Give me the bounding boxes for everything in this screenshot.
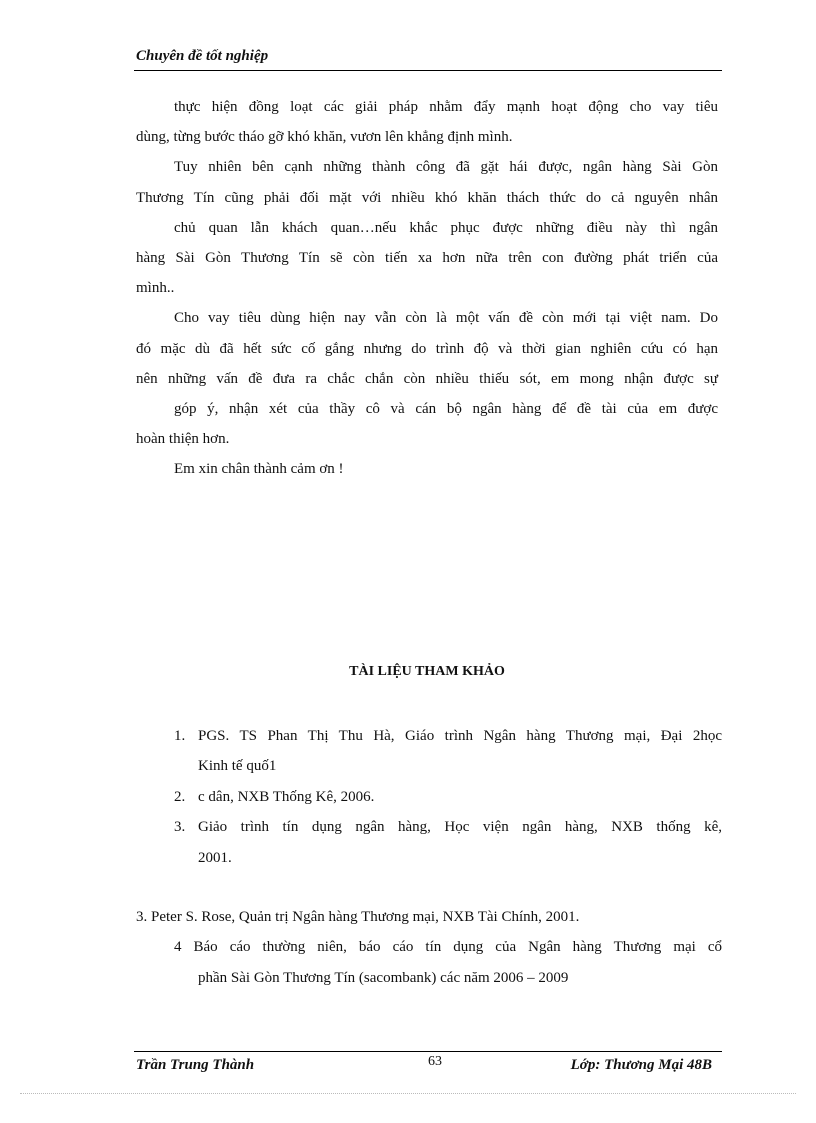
references-heading: TÀI LIỆU THAM KHẢO (349, 664, 505, 679)
body-line: thực hiện đồng loạt các giải pháp nhằm đẩy mạnh hoạt động cho vay tiêu (174, 99, 718, 115)
header-divider (134, 70, 722, 71)
references-list (136, 721, 722, 993)
reference-continuation: Kinh tế quố1 (198, 758, 277, 775)
body-line: hoàn thiện hơn. (136, 431, 230, 448)
body-line: dùng, từng bước tháo gỡ khó khăn, vươn lên khẳng định mình. (136, 129, 513, 146)
reference-continuation: 2001. (198, 849, 232, 866)
reference-continuation: phần Sài Gòn Thương Tín (sacombank) các năm 2006 – 2009 (198, 969, 569, 986)
reference-text: 3. Peter S. Rose, Quản trị Ngân hàng Thương mại, NXB Tài Chính, 2001. (136, 909, 580, 926)
body-line: đó mặc dù đã hết sức cố gắng nhưng do trình độ và thời gian nghiên cứu có hạn (136, 340, 718, 357)
reference-number: 2. (174, 788, 186, 805)
body-line: nên những vấn đề đưa ra chắc chắn còn nhiều thiếu sót, em mong nhận được sự (136, 370, 718, 387)
body-line: Cho vay tiêu dùng hiện nay vẫn còn là một vấn đề còn mới tại việt nam. Do (174, 310, 718, 327)
reference-item (136, 812, 722, 842)
reference-text: 4 Báo cáo thường niên, báo cáo tín dụng của Ngân hàng Thương mại cổ (174, 939, 722, 956)
reference-text: Giảo trình tín dụng ngân hàng, Học viện ngân hàng, NXB thống kê, (198, 819, 722, 836)
footer-divider (134, 1051, 722, 1052)
reference-text: c dân, NXB Thống Kê, 2006. (198, 788, 375, 805)
body-line: Tuy nhiên bên cạnh những thành công đã gặt hái được, ngân hàng Sài Gòn (174, 159, 718, 176)
footer-class: Lớp: Thương Mại 48B (570, 1057, 712, 1073)
body-line: góp ý, nhận xét của thầy cô và cán bộ ngân hàng để đề tài của em được (174, 401, 718, 418)
body-line: chủ quan lẫn khách quan…nếu khắc phục được những điều này thì ngân (174, 219, 718, 236)
footer-author: Trần Trung Thành (136, 1057, 255, 1073)
body-text (136, 92, 718, 485)
reference-item (136, 721, 722, 751)
body-line: Em xin chân thành cảm ơn ! (174, 461, 344, 478)
reference-item (136, 782, 722, 812)
reference-text: PGS. TS Phan Thị Thu Hà, Giáo trình Ngân hàng Thương mại, Đại 2học (198, 728, 722, 744)
body-line: Thương Tín cũng phải đối mặt với nhiều khó khăn thách thức do cả nguyên nhân (136, 189, 718, 206)
reference-number: 1. (174, 728, 186, 744)
reference-number: 3. (174, 819, 186, 836)
page-number: 63 (428, 1054, 442, 1069)
body-line: mình.. (136, 280, 175, 297)
page-bottom-dotted-edge (20, 1093, 796, 1094)
body-line: hàng Sài Gòn Thương Tín sẽ còn tiến xa hơn nữa trên con đường phát triển của (136, 250, 718, 267)
document-header-title: Chuyên đề tốt nghiệp (136, 48, 269, 64)
